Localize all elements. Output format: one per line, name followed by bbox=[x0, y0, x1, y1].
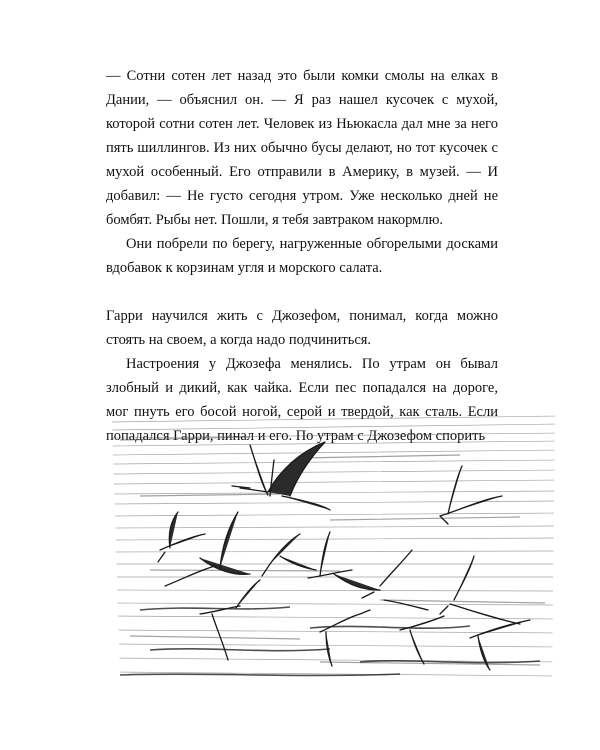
body-text bbox=[106, 64, 498, 448]
seagull-7 bbox=[308, 532, 380, 590]
seagull-2 bbox=[250, 445, 274, 496]
seagull-11 bbox=[320, 610, 370, 666]
paragraph-moods: Настроения у Джозефа менялись. По утрам он бывал злобный и дикий, как чайка. Если пес попадался на дороге, мог пнуть его босой ногой, серой и твердой, как сталь. Если попадался Гарри, пинал и его. По утрам с Джозефом спорить bbox=[106, 356, 498, 444]
seagull-6 bbox=[262, 534, 316, 576]
seagull-4 bbox=[158, 512, 205, 562]
section-break bbox=[106, 280, 498, 304]
seagull-flock bbox=[158, 442, 530, 670]
seagulls-illustration bbox=[0, 400, 600, 700]
seagull-1 bbox=[232, 442, 330, 510]
paragraph-harry: Гарри научился жить с Джозефом, понимал, когда можно стоять на своем, а когда надо подчиниться. bbox=[106, 308, 498, 348]
seagull-5 bbox=[165, 512, 250, 586]
paragraph-dialogue: — Сотни сотен лет назад это были комки смолы на елках в Дании, — объяснил он. — Я раз нашел кусочек с мухой, которой сотни сотен лет. Человек из Ньюкасла дал мне за него пять шиллингов. Из них обычно бусы делают, но тот кусочек с мухой особенный. Его отправили в Америку, в музей. — И добавил: — Не густо сегодня утром. Уже несколько дней не бомбят. Рыбы нет. Пошли, я тебя завтраком накормлю. bbox=[106, 68, 498, 228]
seagull-3 bbox=[440, 466, 502, 524]
sketch-background bbox=[110, 416, 560, 676]
seagull-10 bbox=[200, 580, 260, 660]
seagull-9 bbox=[440, 556, 520, 624]
paragraph-walk: Они побрели по берегу, нагруженные обгорелыми досками вдобавок к корзинам угля и морского салата. bbox=[106, 236, 498, 276]
